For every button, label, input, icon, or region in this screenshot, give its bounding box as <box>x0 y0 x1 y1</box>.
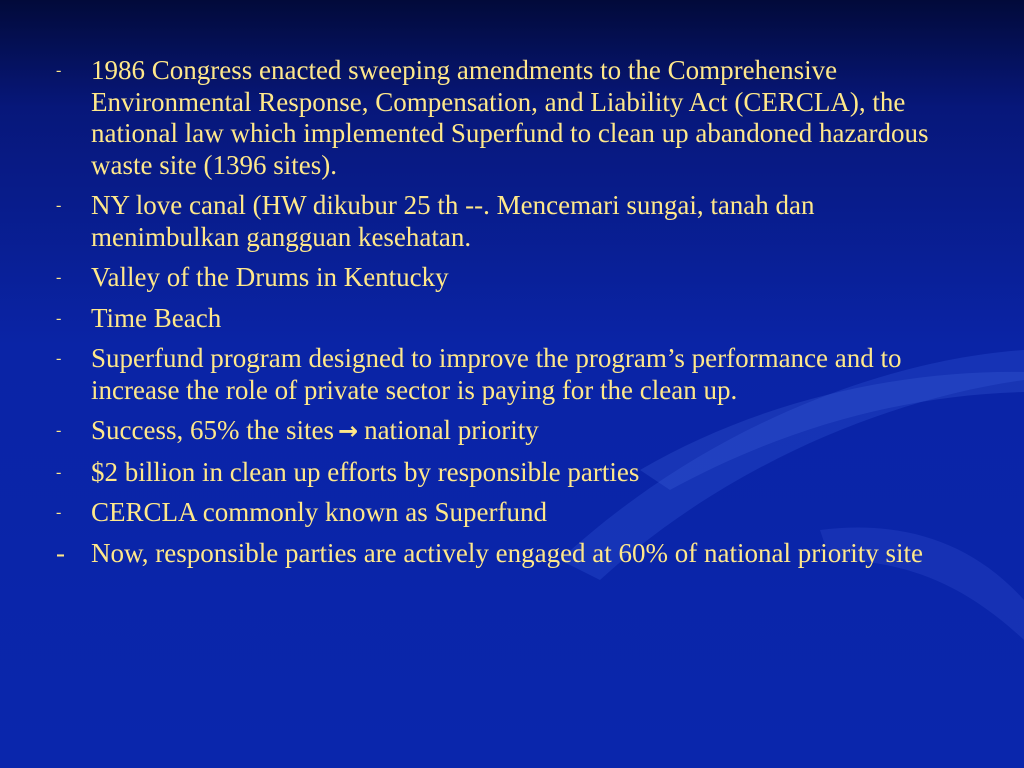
bullet-text: $2 billion in clean up efforts by responsible parties <box>91 456 640 487</box>
bullet-item <box>52 303 952 335</box>
bullet-item <box>52 497 952 529</box>
bullet-marker: - <box>56 463 62 481</box>
right-arrow-icon: → <box>337 417 359 445</box>
bullet-text-after-arrow: national priority <box>364 415 539 445</box>
final-bullet-text: Now, responsible parties are actively engaged at 60% of national priority site <box>91 537 923 568</box>
bullet-item <box>52 262 952 294</box>
bullet-item <box>52 415 952 448</box>
bullet-item <box>52 343 952 406</box>
bullet-item <box>52 457 952 489</box>
bullet-text: Superfund program designed to improve the program’s performance and to increase the role of private sector is paying for the clean up. <box>91 343 902 405</box>
final-bullet-marker: - <box>56 537 65 568</box>
bullet-marker: - <box>56 422 62 439</box>
bullet-text: 1986 Congress enacted sweeping amendments to the Comprehensive Environmental Response, Compensation, and Liability Act (CERCLA), the national law which implemented Superfund to clean up abandoned hazardous waste site (1396 sites). <box>91 55 929 180</box>
bullet-marker: - <box>56 62 62 79</box>
bullet-marker: - <box>56 309 62 327</box>
bullet-text: NY love canal (HW dikubur 25 th --. Mencemari sungai, tanah dan menimbulkan gangguan kesehatan. <box>91 190 815 252</box>
bullet-text: Valley of the Drums in Kentucky <box>91 262 449 292</box>
bullet-text: CERCLA commonly known as Superfund <box>91 497 547 527</box>
bullet-marker: - <box>56 350 62 367</box>
bullet-marker: - <box>56 269 62 286</box>
bullet-item <box>52 190 952 253</box>
bullet-text-before-arrow: Success, 65% the sites <box>91 415 334 445</box>
slide-bullet-list <box>52 55 952 569</box>
final-bullet-item <box>52 538 952 570</box>
bullet-marker: - <box>56 197 62 214</box>
bullet-text <box>91 415 952 448</box>
bullet-item <box>52 55 952 181</box>
bullet-text: Time Beach <box>91 302 222 333</box>
bullet-marker: - <box>56 504 62 521</box>
